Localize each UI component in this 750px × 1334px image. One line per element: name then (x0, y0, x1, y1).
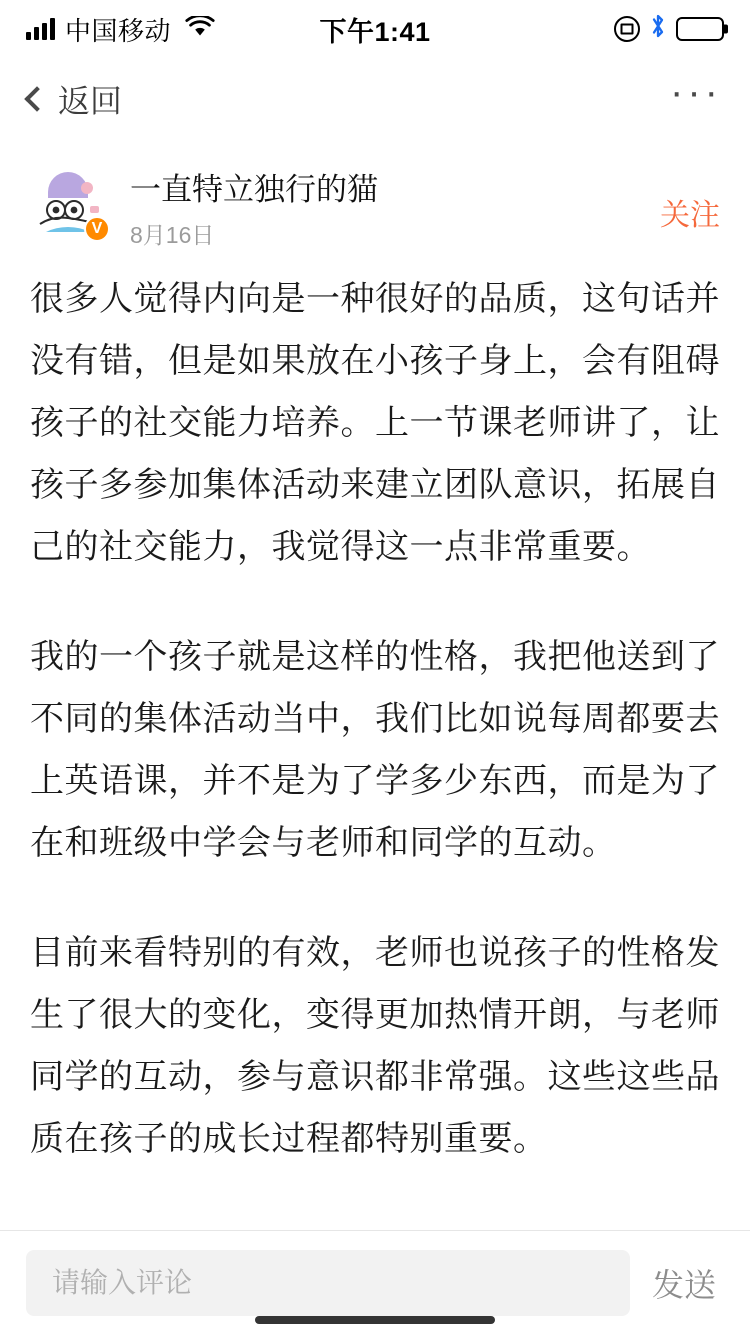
wifi-icon (185, 14, 215, 45)
rotation-lock-icon (614, 16, 640, 42)
status-bar-right (614, 13, 724, 46)
post-date: 8月16日 (130, 222, 215, 248)
home-indicator (255, 1316, 495, 1324)
avatar[interactable] (30, 162, 106, 238)
chevron-left-icon (24, 86, 49, 111)
status-bar-clock: 下午1:41 (319, 16, 431, 47)
signal-bars-icon (26, 18, 55, 40)
article-body (0, 250, 750, 1334)
author-meta (130, 162, 378, 250)
article-paragraph: 很多人觉得内向是一种很好的品质，这句话并没有错，但是如果放在小孩子身上，会有阻碍孩子的社交能力培养。上一节课老师讲了，让孩子多参加集体活动来建立团队意识，拓展自己的社交能力，我觉得这一点非常重要。 (30, 280, 720, 566)
more-options-icon[interactable]: ··· (670, 70, 722, 114)
comment-input[interactable] (26, 1250, 630, 1316)
follow-button[interactable]: 关注 (660, 199, 720, 232)
battery-icon (676, 17, 724, 41)
article-paragraph: 我的一个孩子就是这样的性格，我把他送到了不同的集体活动当中，我们比如说每周都要去上英语课，并不是为了学多少东西，而是为了在和班级中学会与老师和同学的互动。 (30, 638, 720, 862)
navigation-bar (0, 58, 750, 140)
author-header (0, 140, 750, 250)
verified-badge: V (84, 216, 110, 242)
carrier-label: 中国移动 (65, 15, 172, 46)
author-name: 一直特立独行的猫 (130, 172, 378, 207)
back-button[interactable] (28, 76, 122, 122)
send-button[interactable]: 发送 (651, 1266, 716, 1303)
bluetooth-icon (649, 13, 667, 46)
article-paragraph: 目前来看特别的有效，老师也说孩子的性格发生了很大的变化，变得更加热情开朗，与老师同学的互动，参与意识都非常强。这些这些品质在孩子的成长过程都特别重要。 (30, 934, 720, 1158)
status-bar-left (26, 11, 215, 48)
status-bar (0, 0, 750, 58)
back-button-label: 返回 (58, 83, 123, 119)
